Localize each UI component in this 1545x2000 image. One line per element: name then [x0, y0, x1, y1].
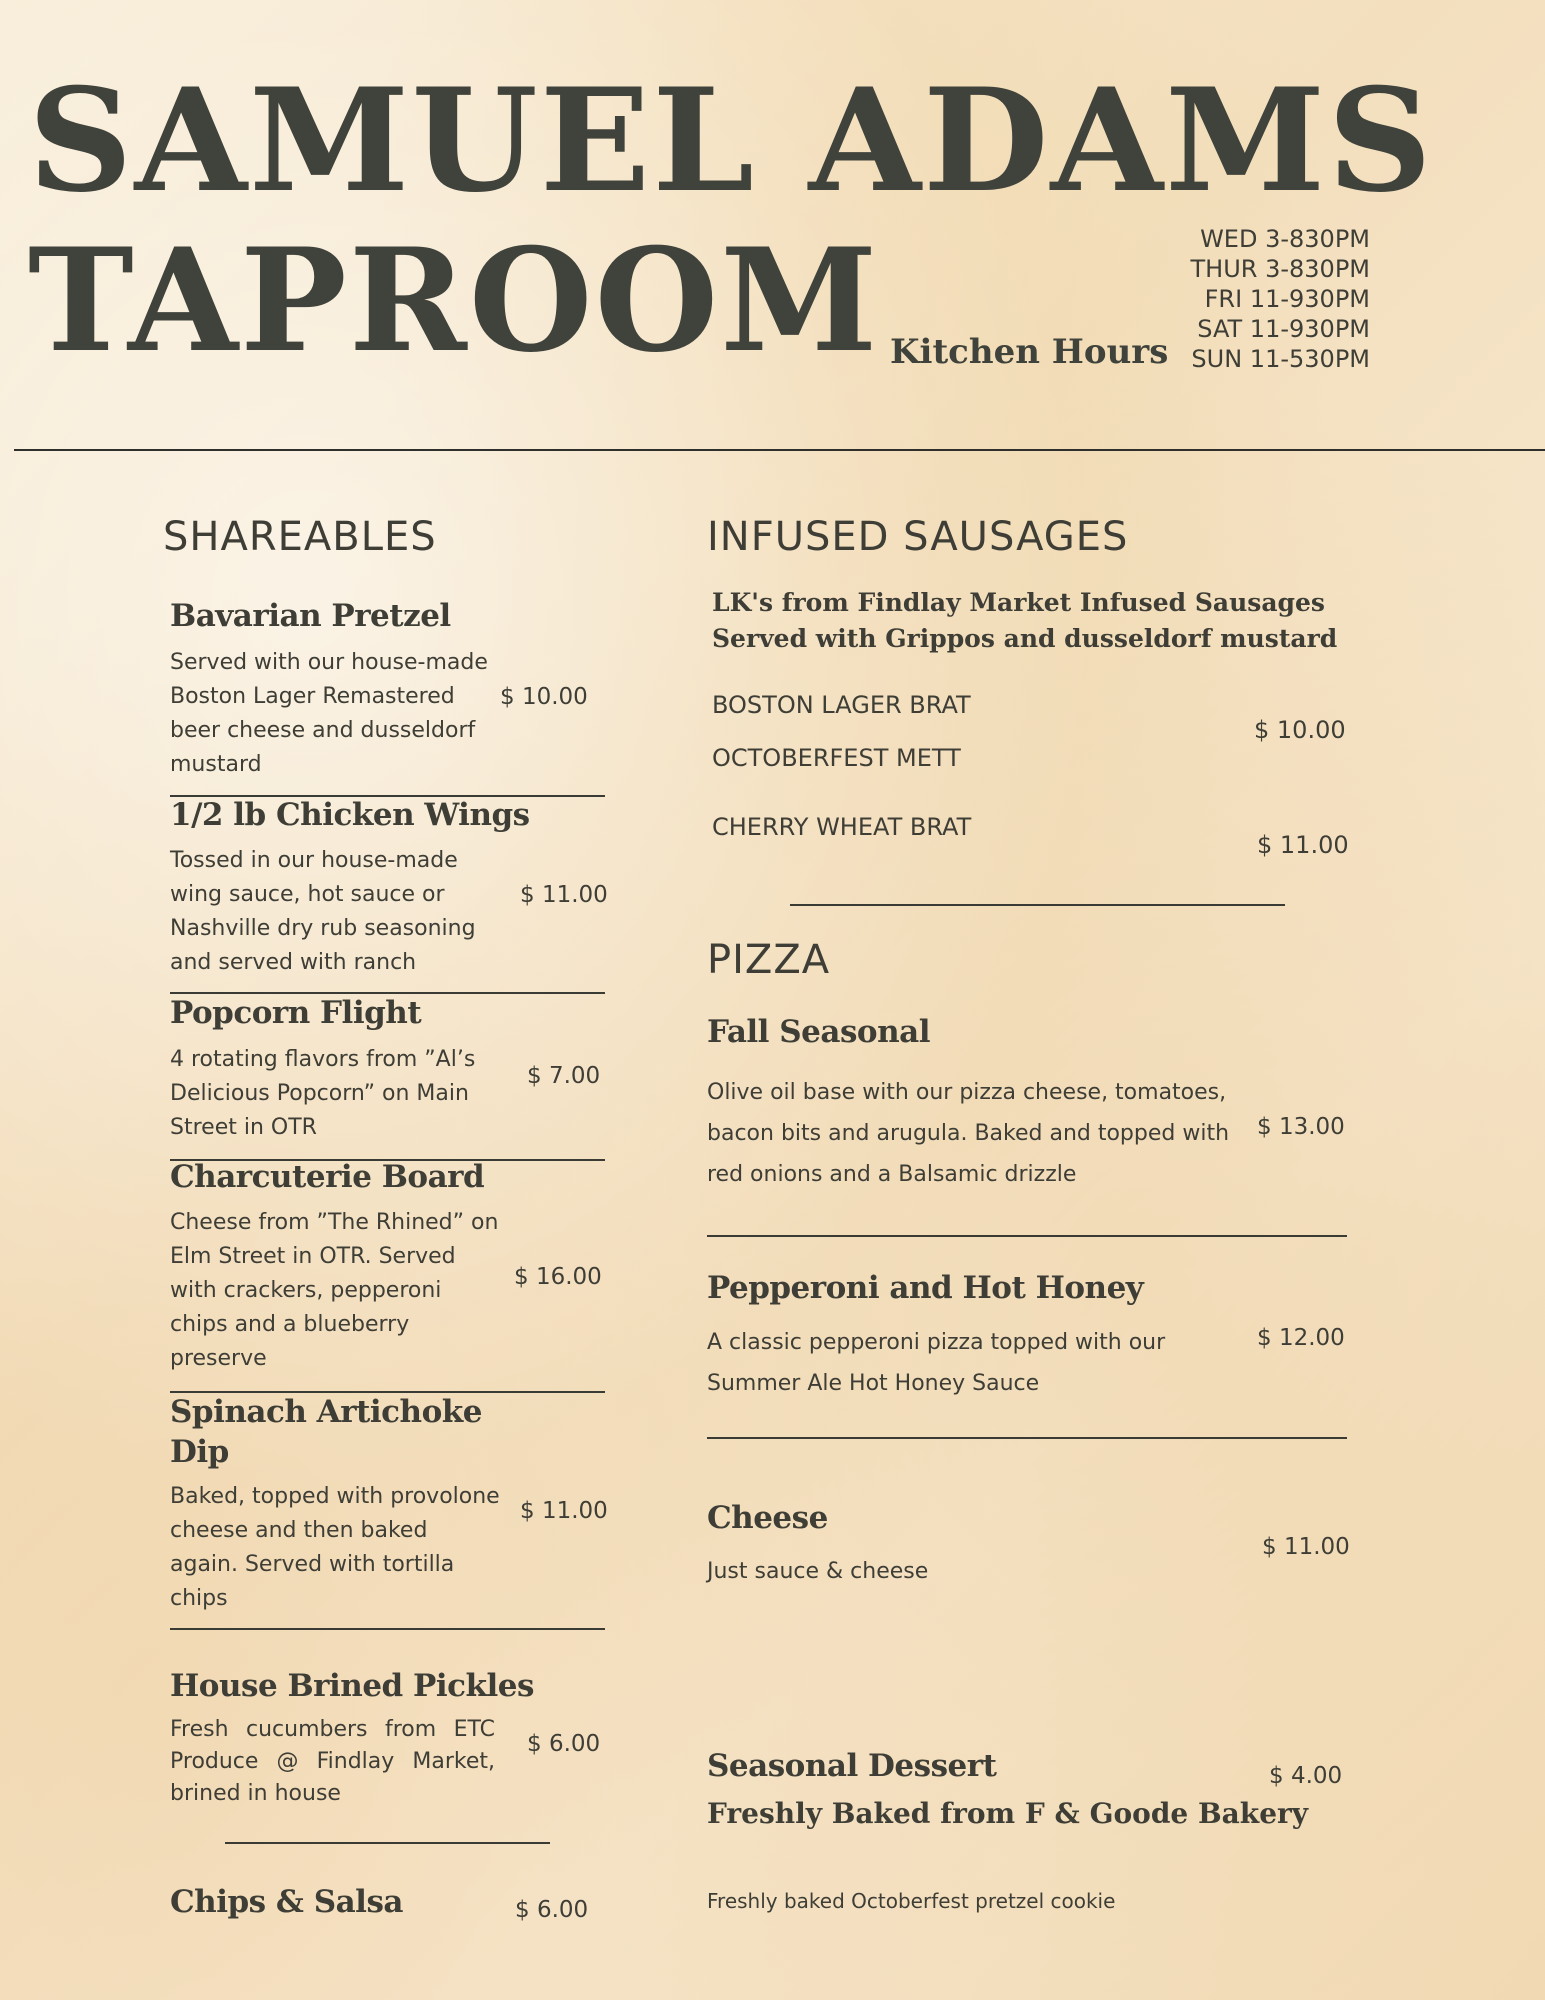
item-divider: [170, 992, 605, 994]
dessert-name: Seasonal Dessert: [707, 1748, 997, 1784]
item-price: $ 11.00: [1262, 1534, 1350, 1560]
item-name: Popcorn Flight: [170, 995, 422, 1031]
hours-fri: FRI 11-930PM: [1204, 285, 1370, 313]
kitchen-hours-list: [1191, 224, 1371, 374]
item-divider: [707, 1235, 1347, 1237]
sausage-item: BOSTON LAGER BRAT: [712, 691, 971, 719]
sausage-price-group-2: $ 11.00: [1257, 831, 1349, 859]
item-price: $ 11.00: [520, 882, 608, 908]
item-description: Olive oil base with our pizza cheese, tomatoes, bacon bits and arugula. Baked and topped with red onions and a Balsamic drizzle: [707, 1080, 1230, 1187]
hours-thur: THUR 3-830PM: [1190, 255, 1370, 283]
item-price: $ 12.00: [1257, 1325, 1345, 1351]
item-price: $ 16.00: [514, 1264, 602, 1290]
item-description: 4 rotating flavors from ”Al’s Delicious Popcorn” on Main Street in OTR: [170, 1047, 476, 1140]
title-line-2: TAPROOM: [28, 218, 880, 384]
sausage-item: OCTOBERFEST METT: [712, 744, 961, 772]
item-name: Cheese: [707, 1500, 828, 1536]
item-price: $ 11.00: [520, 1498, 608, 1524]
item-name: Spinach Artichoke Dip: [170, 1394, 482, 1470]
shareables-heading: SHAREABLES: [163, 514, 437, 560]
item-description: Served with our house-made Boston Lager Remastered beer cheese and dusseldorf mustard: [170, 650, 488, 777]
hours-sat: SAT 11-930PM: [1197, 315, 1370, 343]
sausages-subheading-line-1: LK's from Findlay Market Infused Sausages: [712, 588, 1325, 617]
item-price: $ 6.00: [515, 1897, 589, 1923]
section-divider: [790, 904, 1285, 906]
hours-wed: WED 3-830PM: [1200, 225, 1370, 253]
item-description: A classic pepperoni pizza topped with our Summer Ale Hot Honey Sauce: [707, 1330, 1166, 1396]
item-description: Cheese from ”The Rhined” on Elm Street in OTR. Served with crackers, pepperoni chips and a blueberry preserve: [170, 1210, 499, 1371]
item-divider: [170, 1628, 605, 1630]
item-name: Chips & Salsa: [170, 1884, 403, 1920]
dessert-price: $ 4.00: [1269, 1763, 1343, 1789]
item-description: Fresh cucumbers from ETC Produce @ Findlay Market, brined in house: [170, 1717, 495, 1806]
item-name: Charcuterie Board: [170, 1159, 485, 1195]
item-divider: [707, 1437, 1347, 1439]
item-description: Just sauce & cheese: [707, 1559, 929, 1584]
pizza-heading: PIZZA: [707, 937, 831, 983]
dessert-subtitle: Freshly Baked from F & Goode Bakery: [707, 1797, 1309, 1830]
item-price: $ 10.00: [500, 684, 588, 710]
item-description: Baked, topped with provolone cheese and then baked again. Served with tortilla chips: [170, 1484, 500, 1611]
item-name: House Brined Pickles: [170, 1668, 534, 1704]
item-price: $ 13.00: [1257, 1114, 1345, 1140]
item-name: 1/2 lb Chicken Wings: [170, 797, 530, 833]
item-description: Tossed in our house-made wing sauce, hot sauce or Nashville dry rub seasoning and served with ranch: [170, 848, 476, 975]
hours-sun: SUN 11-530PM: [1191, 345, 1370, 373]
sausages-subheading-line-2: Served with Grippos and dusseldorf mustard: [712, 624, 1338, 653]
title-line-1: SAMUEL ADAMS: [28, 58, 1435, 224]
item-name: Pepperoni and Hot Honey: [707, 1270, 1144, 1306]
sausage-price-group-1: $ 10.00: [1254, 716, 1346, 744]
kitchen-hours-label: Kitchen Hours: [890, 332, 1169, 372]
item-divider: [225, 1842, 550, 1844]
item-name: Bavarian Pretzel: [170, 598, 451, 634]
item-price: $ 6.00: [527, 1731, 601, 1757]
sausages-subheading: [712, 585, 1337, 657]
header-divider: [14, 449, 1545, 451]
sausage-item: CHERRY WHEAT BRAT: [712, 813, 972, 841]
item-name: Fall Seasonal: [707, 1014, 930, 1050]
dessert-description: Freshly baked Octoberfest pretzel cookie: [707, 1889, 1116, 1913]
item-price: $ 7.00: [527, 1063, 601, 1089]
sausages-heading: INFUSED SAUSAGES: [707, 514, 1129, 560]
